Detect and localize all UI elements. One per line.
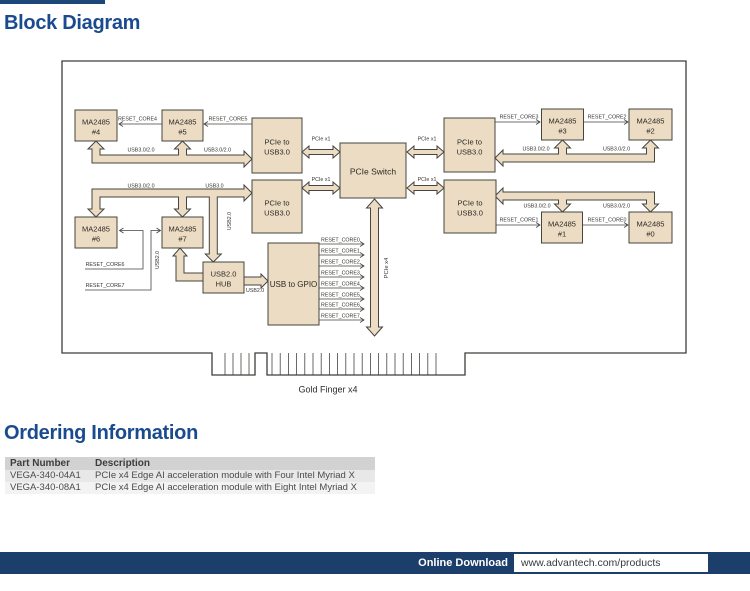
ma0-num: #0: [646, 229, 655, 239]
col-header-description: Description: [95, 458, 151, 469]
bus-usb3-top-left: [88, 141, 252, 167]
label-reset-core7: RESET_CORE7: [85, 283, 125, 289]
label-gpio-reset5: RESET_CORE5: [321, 292, 360, 299]
block-ma2485-1: [542, 212, 583, 243]
hub-l1: USB2.0: [210, 269, 237, 279]
label-reset-core1: RESET_CORE1: [499, 217, 539, 224]
ordering-table-header: [5, 457, 375, 470]
label-usb20-down: USB2.0: [227, 211, 233, 231]
label-pciex1-bl: PCIe x1: [311, 177, 331, 183]
label-usb3020-tr2: USB3.0/2.0: [602, 146, 631, 153]
bus-usb3-top-right: [495, 140, 659, 166]
ma1-num: #1: [557, 229, 567, 239]
label-gpio-reset2: RESET_CORE2: [321, 259, 360, 266]
block-usb-to-gpio: [268, 243, 319, 325]
ma5-name: MA2485: [168, 117, 197, 127]
download-url[interactable]: www.advantech.com/products: [514, 554, 708, 572]
pcie-usb-tl-l1: PCIe to: [264, 137, 290, 147]
label-usb3020-bl: USB3.0/2.0: [127, 183, 155, 190]
ma4-num: #4: [91, 127, 101, 137]
ma3-num: #3: [558, 126, 567, 136]
block-ma2485-5: [162, 110, 203, 141]
block-pcie-usb3-bottom-right: [444, 180, 496, 233]
label-reset-core3: RESET_CORE3: [499, 114, 539, 121]
table-row: [5, 470, 375, 482]
block-ma2485-4: [75, 110, 117, 141]
block-ma2485-3: [542, 109, 584, 140]
label-usb3020-tl2: USB3.0/2.0: [203, 147, 232, 154]
label-reset-core5: RESET_CORE5: [208, 116, 248, 123]
label-pciex1-br: PCIe x1: [417, 177, 437, 183]
ma6-num: #6: [91, 234, 101, 244]
block-pcie-switch: [340, 143, 406, 198]
block-pcie-usb3-bottom-left: [252, 180, 302, 233]
label-gpio-reset4: RESET_CORE4: [321, 281, 360, 288]
label-reset-core6: RESET_CORE6: [85, 262, 125, 268]
pcie-usb-bl-l2: USB3.0: [264, 208, 290, 218]
usb2-hub-to-ma7-arrow: [173, 248, 203, 281]
footer-bar: [0, 552, 750, 574]
label-pciex1-tr: PCIe x1: [417, 136, 437, 143]
ma1-name: MA2485: [548, 219, 576, 229]
label-gpio-reset6: RESET_CORE6: [321, 302, 360, 309]
description-cell: PCIe x4 Edge AI acceleration module with Eight Intel Myriad X: [95, 482, 357, 493]
description-cell: PCIe x4 Edge AI acceleration module with Four Intel Myriad X: [95, 470, 355, 481]
label-pciex1-tl: PCIe x1: [311, 136, 331, 143]
col-header-part-number: Part Number: [10, 458, 71, 469]
part-number-cell: VEGA-340-04A1: [10, 470, 81, 481]
pcie-x1-arrow-bottom-left: [302, 182, 340, 194]
ordering-table: [5, 457, 375, 494]
ma4-name: MA2485: [82, 117, 110, 127]
ma5-num: #5: [178, 127, 187, 137]
ma6-name: MA2485: [82, 224, 110, 234]
label-usb30-bl: USB3.0: [205, 183, 224, 190]
section-title-block-diagram: Block Diagram: [4, 12, 141, 34]
pcie-x1-arrow-bottom-right: [407, 182, 444, 194]
pcie-usb-tr-l2: USB3.0: [456, 147, 483, 157]
label-reset-core4: RESET_CORE4: [118, 116, 157, 123]
gold-finger-pins: [225, 353, 436, 375]
bus-usb3-bottom-right: [495, 188, 659, 212]
table-row: [5, 482, 375, 494]
ma7-num: #7: [178, 234, 187, 244]
label-usb3020-tr1: USB3.0/2.0: [522, 146, 550, 153]
block-ma2485-2: [629, 109, 672, 140]
label-usb3020-br1: USB3.0/2.0: [523, 203, 551, 210]
block-pcie-usb3-top-left: [252, 118, 302, 173]
label-usb3020-tl1: USB3.0/2.0: [127, 147, 155, 154]
ma7-name: MA2485: [168, 224, 197, 234]
block-usb2-hub: [203, 262, 244, 293]
label-gpio-reset1: RESET_CORE1: [321, 248, 360, 255]
block-ma2485-7: [162, 217, 203, 248]
pcie-usb-br-l2: USB3.0: [457, 208, 483, 218]
hub-l2: HUB: [215, 279, 232, 289]
label-gpio-reset0: RESET_CORE0: [321, 237, 360, 244]
part-number-cell: VEGA-340-08A1: [10, 482, 81, 493]
ma3-name: MA2485: [548, 116, 577, 126]
gold-finger-label: Gold Finger x4: [298, 384, 358, 395]
section-title-ordering-information: Ordering Information: [4, 422, 199, 444]
label-pcie-x4: PCIe x4: [384, 257, 390, 279]
gpio-label: USB to GPIO: [269, 280, 318, 289]
label-gpio-reset7: RESET_CORE7: [321, 313, 360, 320]
ma2-name: MA2485: [636, 116, 665, 126]
label-usb20-up: USB2.0: [155, 250, 161, 270]
pcie-x4-arrow: [367, 199, 383, 336]
pcie-switch-label: PCIe Switch: [349, 166, 397, 177]
block-pcie-usb3-top-right: [444, 118, 495, 172]
usb2-hub-to-gpio-arrow: [244, 274, 268, 288]
label-usb20-hub-gpio: USB2.0: [246, 288, 265, 294]
label-gpio-reset3: RESET_CORE3: [321, 270, 360, 277]
label-usb3020-br2: USB3.0/2.0: [602, 203, 631, 210]
online-download-label: Online Download: [418, 557, 508, 569]
block-ma2485-0: [629, 212, 672, 243]
pcie-usb-tl-l2: USB3.0: [264, 147, 290, 157]
pcie-usb-br-l1: PCIe to: [457, 198, 483, 208]
pcie-x1-arrow-top-right: [407, 146, 444, 158]
pcie-x1-arrow-top-left: [302, 146, 340, 158]
block-ma2485-6: [75, 217, 117, 248]
ma0-name: MA2485: [636, 219, 665, 229]
label-reset-core2: RESET_CORE2: [587, 114, 627, 121]
ma2-num: #2: [646, 126, 655, 136]
pcie-usb-tr-l1: PCIe to: [456, 137, 483, 147]
pcie-usb-bl-l1: PCIe to: [264, 198, 290, 208]
label-reset-core0: RESET_CORE0: [587, 217, 627, 224]
